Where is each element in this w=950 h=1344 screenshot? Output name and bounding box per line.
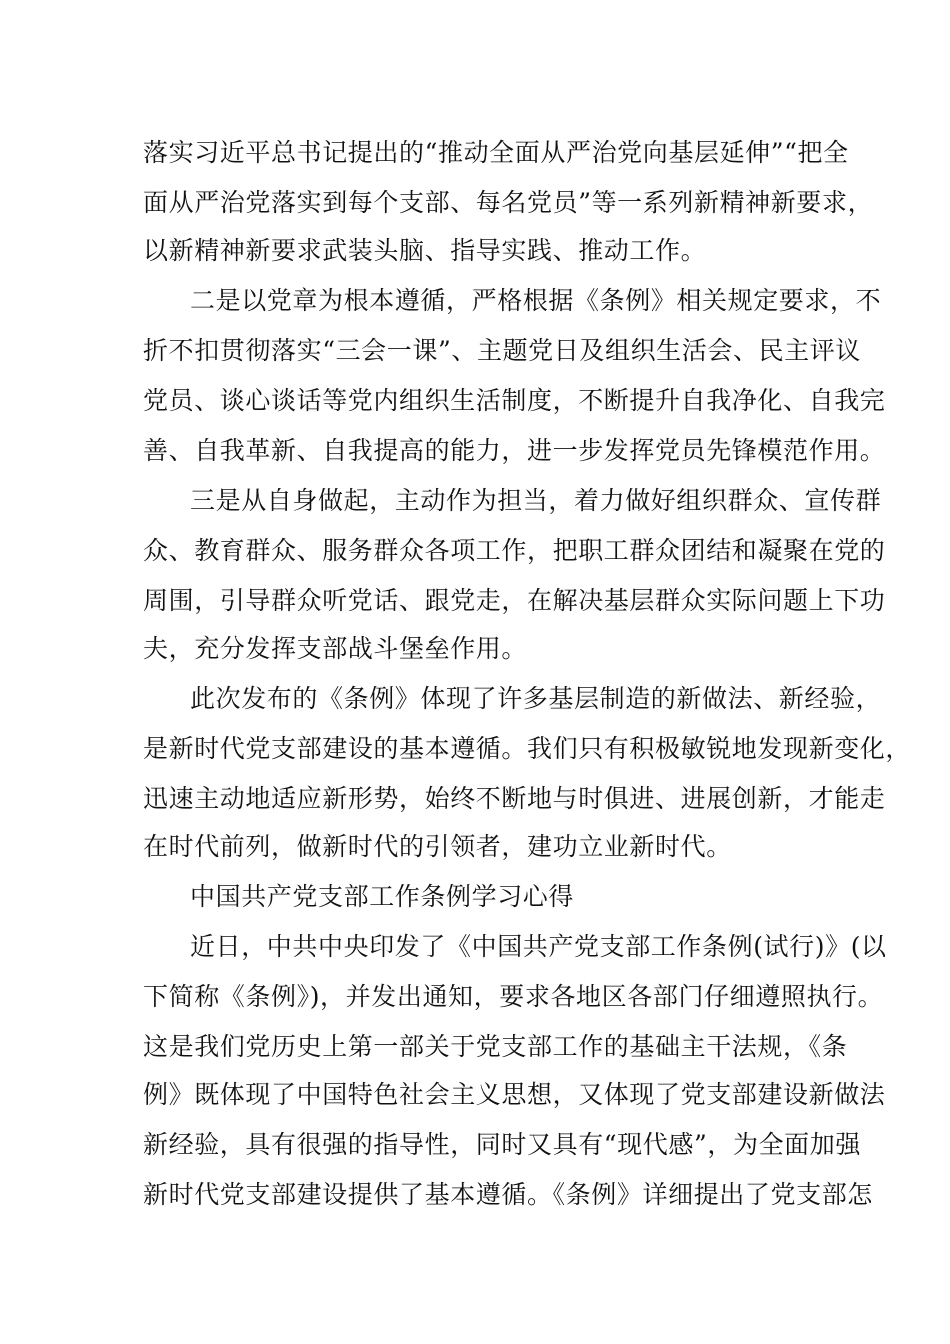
- text-line: 迅速主动地适应新形势，始终不断地与时俱进、进展创新，才能走: [143, 784, 886, 813]
- paragraph-first-line: 近日，中共中央印发了《中国共产党支部工作条例(试行)》(以: [190, 932, 887, 961]
- text-line: 落实习近平总书记提出的“推动全面从严治党向基层延伸”“把全: [143, 138, 849, 167]
- text-line: 下简称《条例》)，并发出通知，要求各地区各部门仔细遵照执行。: [143, 982, 884, 1011]
- text-line: 善、自我革新、自我提高的能力，进一步发挥党员先锋模范作用。: [143, 436, 886, 465]
- text-line: 面从严治党落实到每个支部、每名党员”等一系列新精神新要求，: [143, 188, 874, 217]
- text-line: 例》既体现了中国特色社会主义思想，又体现了党支部建设新做法: [143, 1080, 886, 1109]
- text-line: 以新精神新要求武装头脑、指导实践、推动工作。: [143, 236, 707, 265]
- text-line: 在时代前列，做新时代的引领者，建功立业新时代。: [143, 832, 732, 861]
- text-line: 这是我们党历史上第一部关于党支部工作的基础主干法规，《条: [143, 1032, 848, 1061]
- text-line: 是新时代党支部建设的基本遵循。我们只有积极敏锐地发现新变化，: [143, 734, 912, 763]
- text-line: 新时代党支部建设提供了基本遵循。《条例》详细提出了党支部怎: [143, 1180, 873, 1209]
- text-line: 折不扣贯彻落实“三会一课”、主题党日及组织生活会、民主评议: [143, 336, 861, 365]
- section-heading: 中国共产党支部工作条例学习心得: [190, 882, 575, 911]
- paragraph-first-line: 三是从自身做起，主动作为担当，着力做好组织群众、宣传群: [190, 486, 882, 515]
- paragraph-first-line: 二是以党章为根本遵循，严格根据《条例》相关规定要求，不: [190, 286, 882, 315]
- text-line: 夫，充分发挥支部战斗堡垒作用。: [143, 634, 528, 663]
- text-line: 众、教育群众、服务群众各项工作，把职工群众团结和凝聚在党的: [143, 536, 886, 565]
- text-line: 周围，引导群众听党话、跟党走，在解决基层群众实际问题上下功: [143, 586, 886, 615]
- paragraph-first-line: 此次发布的《条例》体现了许多基层制造的新做法、新经验，: [190, 684, 882, 713]
- text-line: 新经验，具有很强的指导性，同时又具有“现代感”，为全面加强: [143, 1130, 861, 1159]
- text-line: 党员、谈心谈话等党内组织生活制度，不断提升自我净化、自我完: [143, 386, 886, 415]
